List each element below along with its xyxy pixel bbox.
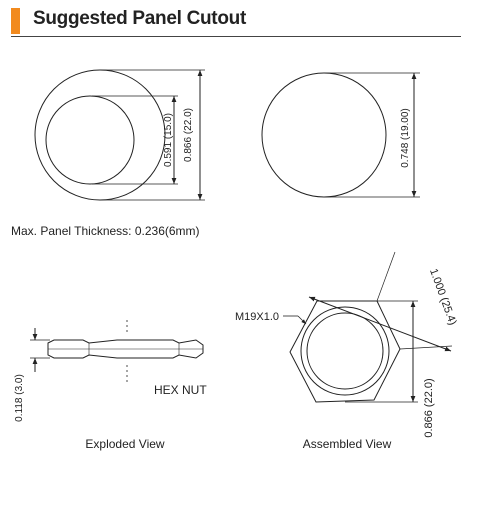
cutout-circle-drawing: [262, 73, 420, 197]
nut-bore-outer: [301, 307, 389, 395]
dim-label-outer: 0.866 (22.0): [183, 108, 194, 162]
inner-circle: [46, 96, 134, 184]
thread-label: M19X1.0: [234, 311, 279, 323]
dim-label-thickness: 0.118 (3.0): [14, 374, 25, 422]
cutout-ring-drawing: [35, 70, 205, 200]
hex-outline: [290, 301, 400, 402]
page-title: Suggested Panel Cutout: [33, 8, 246, 29]
dim-label-across-corners: 1.000 (25.4): [427, 267, 459, 327]
exploded-view-caption: Exploded View: [85, 437, 165, 451]
assembled-view-caption: Assembled View: [302, 437, 392, 451]
hex-nut-label: HEX NUT: [154, 383, 207, 397]
dim-line-across-corners: [309, 297, 451, 351]
dim-label-across-flats: 0.866 (22.0): [423, 378, 435, 438]
panel-thickness-note: Max. Panel Thickness: 0.236(6mm): [11, 224, 200, 238]
nut-bore-inner: [307, 313, 383, 389]
dim-label-inner: 0.591 (15.0): [163, 113, 174, 167]
dim-label-diameter: 0.748 (19.00): [400, 108, 411, 168]
cutout-circle: [262, 73, 386, 197]
hex-nut-side-profile: [30, 320, 203, 383]
outer-circle: [35, 70, 165, 200]
